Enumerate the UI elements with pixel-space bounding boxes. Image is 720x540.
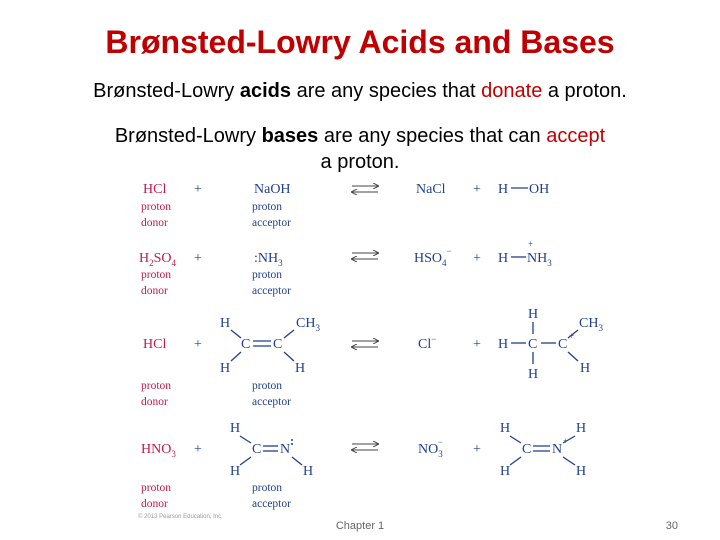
r4-bond-1	[240, 436, 251, 443]
reaction-1	[141, 182, 549, 229]
accept-keyword: accept	[546, 125, 606, 147]
r4-imine-structure	[230, 421, 313, 479]
r3-acid: HCl	[143, 337, 167, 352]
r2-product-1: $HSO_4^-$	[414, 246, 452, 268]
r2-product-2-nh: $NH_3$	[527, 251, 552, 268]
r1-plus-2: +	[473, 182, 481, 197]
r4-p-bond-4	[563, 457, 575, 465]
r4-acceptor-label: acceptor	[252, 498, 291, 510]
page-number: 30	[665, 520, 678, 532]
acids-keyword: acids	[239, 80, 292, 102]
r4-p-h-bottom-right: H	[576, 464, 587, 479]
r3-h-top-left: H	[220, 316, 231, 331]
donate-keyword: donate	[481, 80, 543, 102]
r4-p-carbon: C	[522, 442, 532, 457]
r4-lone-pair-dot-1	[291, 439, 293, 441]
r4-nitrogen: N	[280, 442, 291, 457]
bases-keyword: bases	[261, 125, 319, 147]
r4-p-h-bottom-left: H	[500, 464, 511, 479]
r2-donor-label: donor	[141, 285, 168, 297]
r4-carbon: C	[252, 442, 262, 457]
r1-proton-label: proton	[141, 201, 172, 213]
r4-p-h-top-left: H	[500, 421, 511, 436]
r1-donor-label: donor	[141, 217, 168, 229]
r3-carbon-1: C	[241, 337, 251, 352]
r4-h-bottom-left: H	[230, 464, 241, 479]
r4-product-1: $NO_3-$	[418, 437, 443, 459]
r2-base-proton-label: proton	[252, 269, 283, 281]
r4-p-h-top-right: H	[576, 421, 587, 436]
r2-acceptor-label: acceptor	[252, 285, 291, 297]
r3-bond-4	[284, 352, 294, 361]
r4-plus-2: +	[473, 442, 481, 457]
r2-plus-1: +	[194, 251, 202, 266]
r3-p-carbon-2: C	[558, 337, 568, 352]
r3-methyl: $CH_3$	[296, 316, 320, 333]
r1-equilibrium-arrow	[352, 186, 378, 192]
r4-lone-pair-dot-2	[291, 443, 293, 445]
r2-equilibrium-arrow	[352, 253, 378, 259]
r2-base: $:NH_3$	[254, 251, 283, 268]
base-def-part3: a proton.	[320, 151, 400, 173]
r1-acceptor-label: acceptor	[252, 217, 291, 229]
r4-proton-label: proton	[141, 482, 172, 494]
r3-carbocation-structure	[498, 307, 603, 382]
r3-equilibrium-arrow	[352, 341, 378, 347]
r3-p-h-left: H	[498, 337, 509, 352]
reaction-3	[141, 307, 603, 408]
r3-p-h-right: H	[580, 361, 591, 376]
r1-plus-1: +	[194, 182, 202, 197]
r2-acid: $H_2SO_4$	[139, 251, 177, 268]
acid-def-part3: a proton.	[542, 80, 627, 102]
r1-acid: HCl	[143, 182, 167, 197]
copyright-note: © 2013 Pearson Education, Inc.	[138, 514, 223, 520]
r2-product-2-h: H	[498, 251, 509, 266]
r3-donor-label: donor	[141, 396, 168, 408]
r4-plus-1: +	[194, 442, 202, 457]
r1-product-2-oh: OH	[529, 182, 550, 197]
r3-product-1: Cl−	[418, 334, 437, 352]
r3-bond-2	[231, 352, 241, 361]
r4-p-charge: +	[563, 436, 569, 446]
r1-product-1: NaCl	[416, 182, 446, 197]
r1-base-proton-label: proton	[252, 201, 283, 213]
r4-p-nitrogen: N	[552, 442, 563, 457]
r4-h-bottom-right: H	[303, 464, 314, 479]
r3-bond-1	[231, 330, 241, 338]
r4-bond-3	[292, 457, 302, 465]
r3-acceptor-label: acceptor	[252, 396, 291, 408]
r3-p-h-top: H	[528, 307, 539, 322]
r4-base-proton-label: proton	[252, 482, 283, 494]
r4-h-top-left: H	[230, 421, 241, 436]
r3-plus-1: +	[194, 337, 202, 352]
r2-product-2-charge: +	[528, 239, 534, 249]
reaction-4	[141, 421, 586, 510]
r3-base-proton-label: proton	[252, 380, 283, 392]
r1-product-2-h: H	[498, 182, 509, 197]
acid-def-part1: Brønsted-Lowry	[93, 80, 240, 102]
r3-p-bond-6	[568, 352, 578, 361]
r3-p-h-bottom: H	[528, 367, 539, 382]
r4-p-bond-1	[510, 436, 521, 443]
r3-proton-label: proton	[141, 380, 172, 392]
base-def-part2: are any species that can	[318, 125, 547, 147]
r2-proton-label: proton	[141, 269, 172, 281]
r3-p-charge: +	[569, 331, 575, 341]
r2-plus-2: +	[473, 251, 481, 266]
r4-donor-label: donor	[141, 498, 168, 510]
r4-equilibrium-arrow	[352, 444, 378, 450]
slide-title: Brønsted-Lowry Acids and Bases	[105, 24, 615, 60]
r1-base: NaOH	[254, 182, 291, 197]
r4-acid: $HNO_3$	[141, 442, 176, 459]
r3-plus-2: +	[473, 337, 481, 352]
r3-p-methyl: $CH_3$	[579, 316, 603, 333]
r3-p-carbon-1: C	[528, 337, 538, 352]
r4-iminium-structure	[500, 421, 586, 479]
r3-alkene-structure	[220, 316, 320, 376]
reaction-2	[139, 239, 552, 297]
r4-bond-2	[240, 457, 251, 465]
acid-def-part2: are any species that	[291, 80, 482, 102]
r3-bond-3	[284, 330, 294, 338]
r4-p-bond-2	[510, 457, 521, 465]
chapter-footer: Chapter 1	[335, 520, 385, 532]
r3-h-bottom-right: H	[295, 361, 306, 376]
base-def-part1: Brønsted-Lowry	[114, 125, 262, 147]
r3-h-bottom-left: H	[220, 361, 231, 376]
r3-carbon-2: C	[273, 337, 283, 352]
